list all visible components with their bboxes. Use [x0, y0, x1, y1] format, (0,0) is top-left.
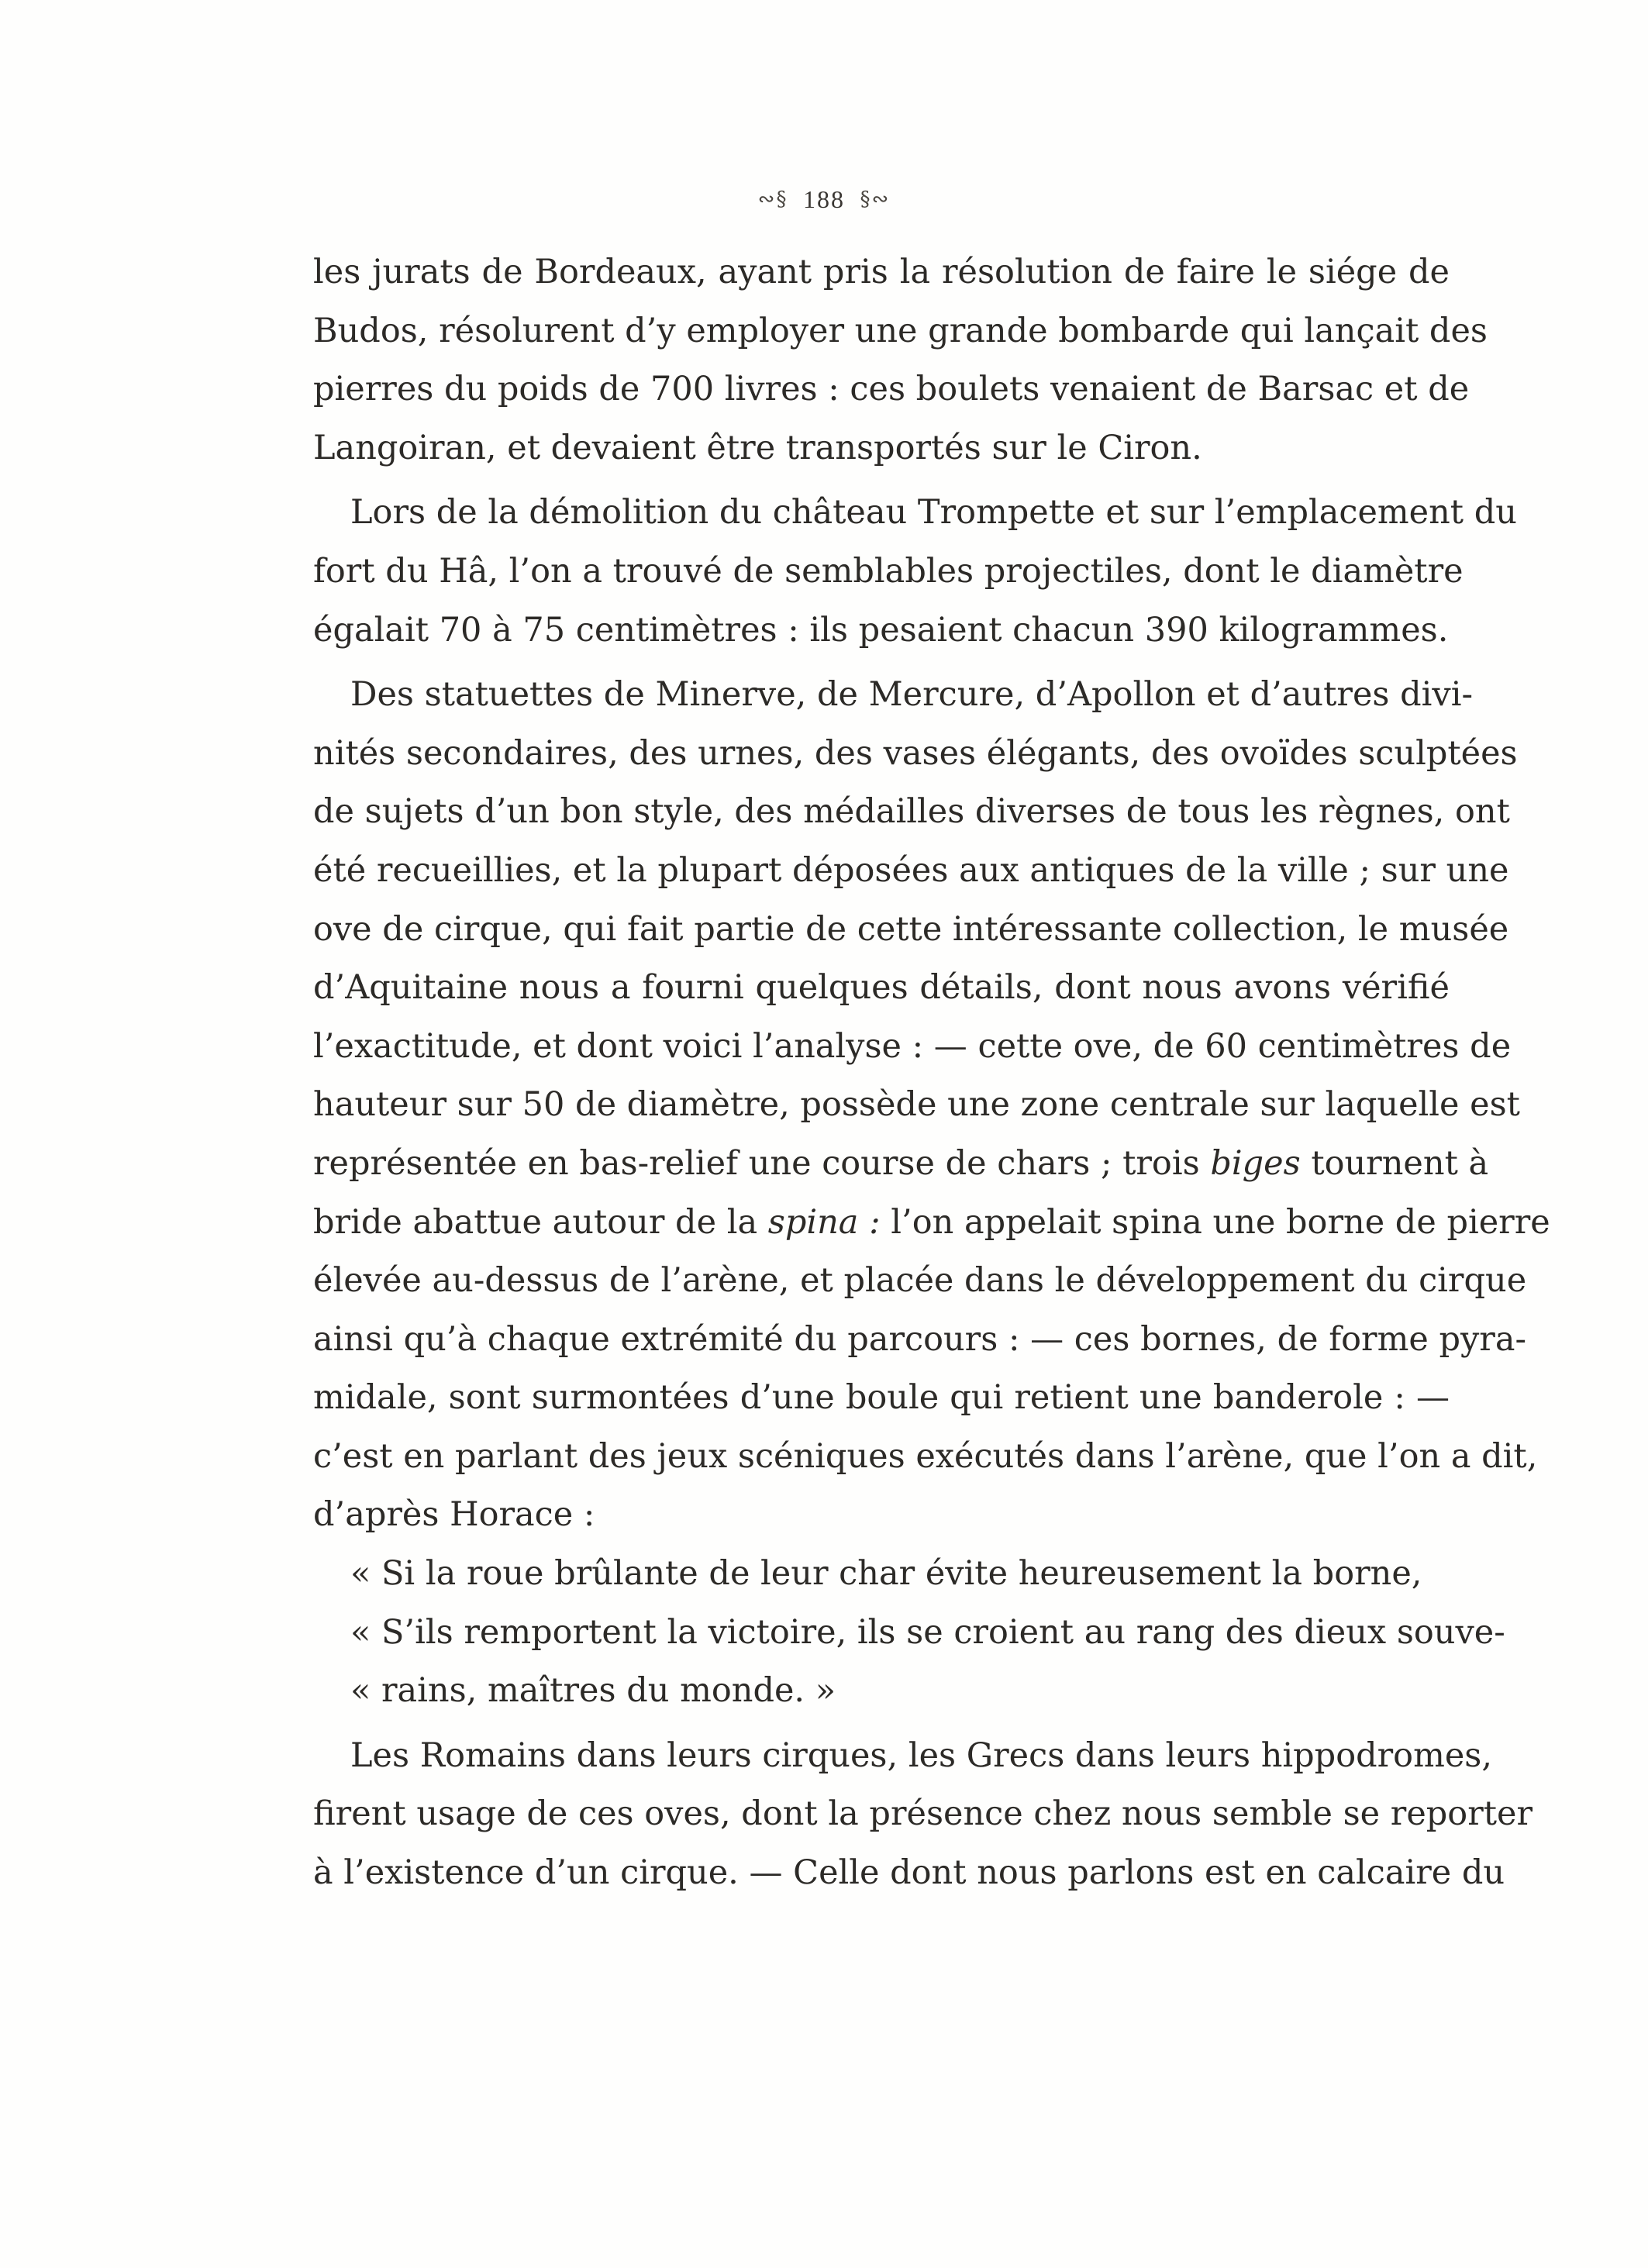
running-header — [0, 184, 1648, 214]
text-line: fort du Hâ, l’on a trouvé de semblables projectiles, dont le diamètre — [313, 551, 1464, 591]
text-line: d’après Horace : — [313, 1495, 595, 1535]
page-number: 188 — [803, 184, 845, 213]
text-fragment: représentée en bas-relief une course de chars ; trois — [313, 1143, 1200, 1183]
left-ornament-icon: ∾§ — [757, 188, 788, 211]
text-line: Budos, résolurent d’y employer une grande bombarde qui lançait des — [313, 311, 1488, 350]
text-line: firent usage de ces oves, dont la présence chez nous semble se reporter — [313, 1794, 1533, 1834]
text-line: Les Romains dans leurs cirques, les Grecs dans leurs hippodromes, — [350, 1735, 1493, 1775]
text-line: élevée au-dessus de l’arène, et placée dans le développement du cirque — [313, 1261, 1527, 1301]
right-ornament-icon: §∾ — [860, 188, 891, 211]
text-line: été recueillies, et la plupart déposées aux antiques de la ville ; sur une — [313, 850, 1509, 890]
text-line: à l’existence d’un cirque. — Celle dont nous parlons est en calcaire du — [313, 1853, 1505, 1893]
text-fragment: bride abattue autour de la — [313, 1202, 758, 1242]
text-line: nités secondaires, des urnes, des vases élégants, des ovoïdes sculptées — [313, 733, 1518, 773]
text-line: midale, sont surmontées d’une boule qui retient une banderole : — — [313, 1378, 1450, 1418]
text-line: Lors de la démolition du château Trompette et sur l’emplacement du — [350, 493, 1517, 533]
text-line — [313, 1194, 1550, 1253]
text-line: égalait 70 à 75 centimètres : ils pesaient chacun 390 kilogrammes. — [313, 610, 1449, 650]
text-line: pierres du poids de 700 livres : ces boulets venaient de Barsac et de — [313, 370, 1470, 409]
quote-line: « S’ils remportent la victoire, ils se croient au rang des dieux souve- — [350, 1612, 1505, 1652]
text-line: Des statuettes de Minerve, de Mercure, d’Apollon et d’autres divi- — [350, 675, 1473, 715]
italic-term: biges — [1210, 1143, 1301, 1183]
text-fragment: l’on appelait spina une borne de pierre — [891, 1202, 1550, 1242]
text-line: l’exactitude, et dont voici l’analyse : — cette ove, de 60 centimètres de — [313, 1026, 1512, 1066]
text-line: d’Aquitaine nous a fourni quelques détails, dont nous avons vérifié — [313, 968, 1450, 1008]
text-line: hauteur sur 50 de diamètre, possède une zone centrale sur laquelle est — [313, 1085, 1520, 1125]
text-line — [313, 1135, 1489, 1194]
text-line: ove de cirque, qui fait partie de cette intéressante collection, le musée — [313, 909, 1509, 949]
text-line: de sujets d’un bon style, des médailles diverses de tous les règnes, ont — [313, 792, 1510, 832]
text-line: c’est en parlant des jeux scéniques exécutés dans l’arène, que l’on a dit, — [313, 1436, 1538, 1476]
body-text — [313, 243, 1550, 1903]
quote-line: « rains, maîtres du monde. » — [350, 1671, 836, 1711]
text-line: les jurats de Bordeaux, ayant pris la résolution de faire le siége de — [313, 253, 1450, 291]
text-fragment: tournent à — [1311, 1143, 1489, 1183]
quote-line: « Si la roue brûlante de leur char évite heureusement la borne, — [350, 1554, 1422, 1594]
text-line: ainsi qu’à chaque extrémité du parcours : — ces bornes, de forme pyra- — [313, 1319, 1527, 1359]
italic-term: spina : — [767, 1202, 881, 1242]
text-line: Langoiran, et devaient être transportés sur le Ciron. — [313, 428, 1202, 467]
